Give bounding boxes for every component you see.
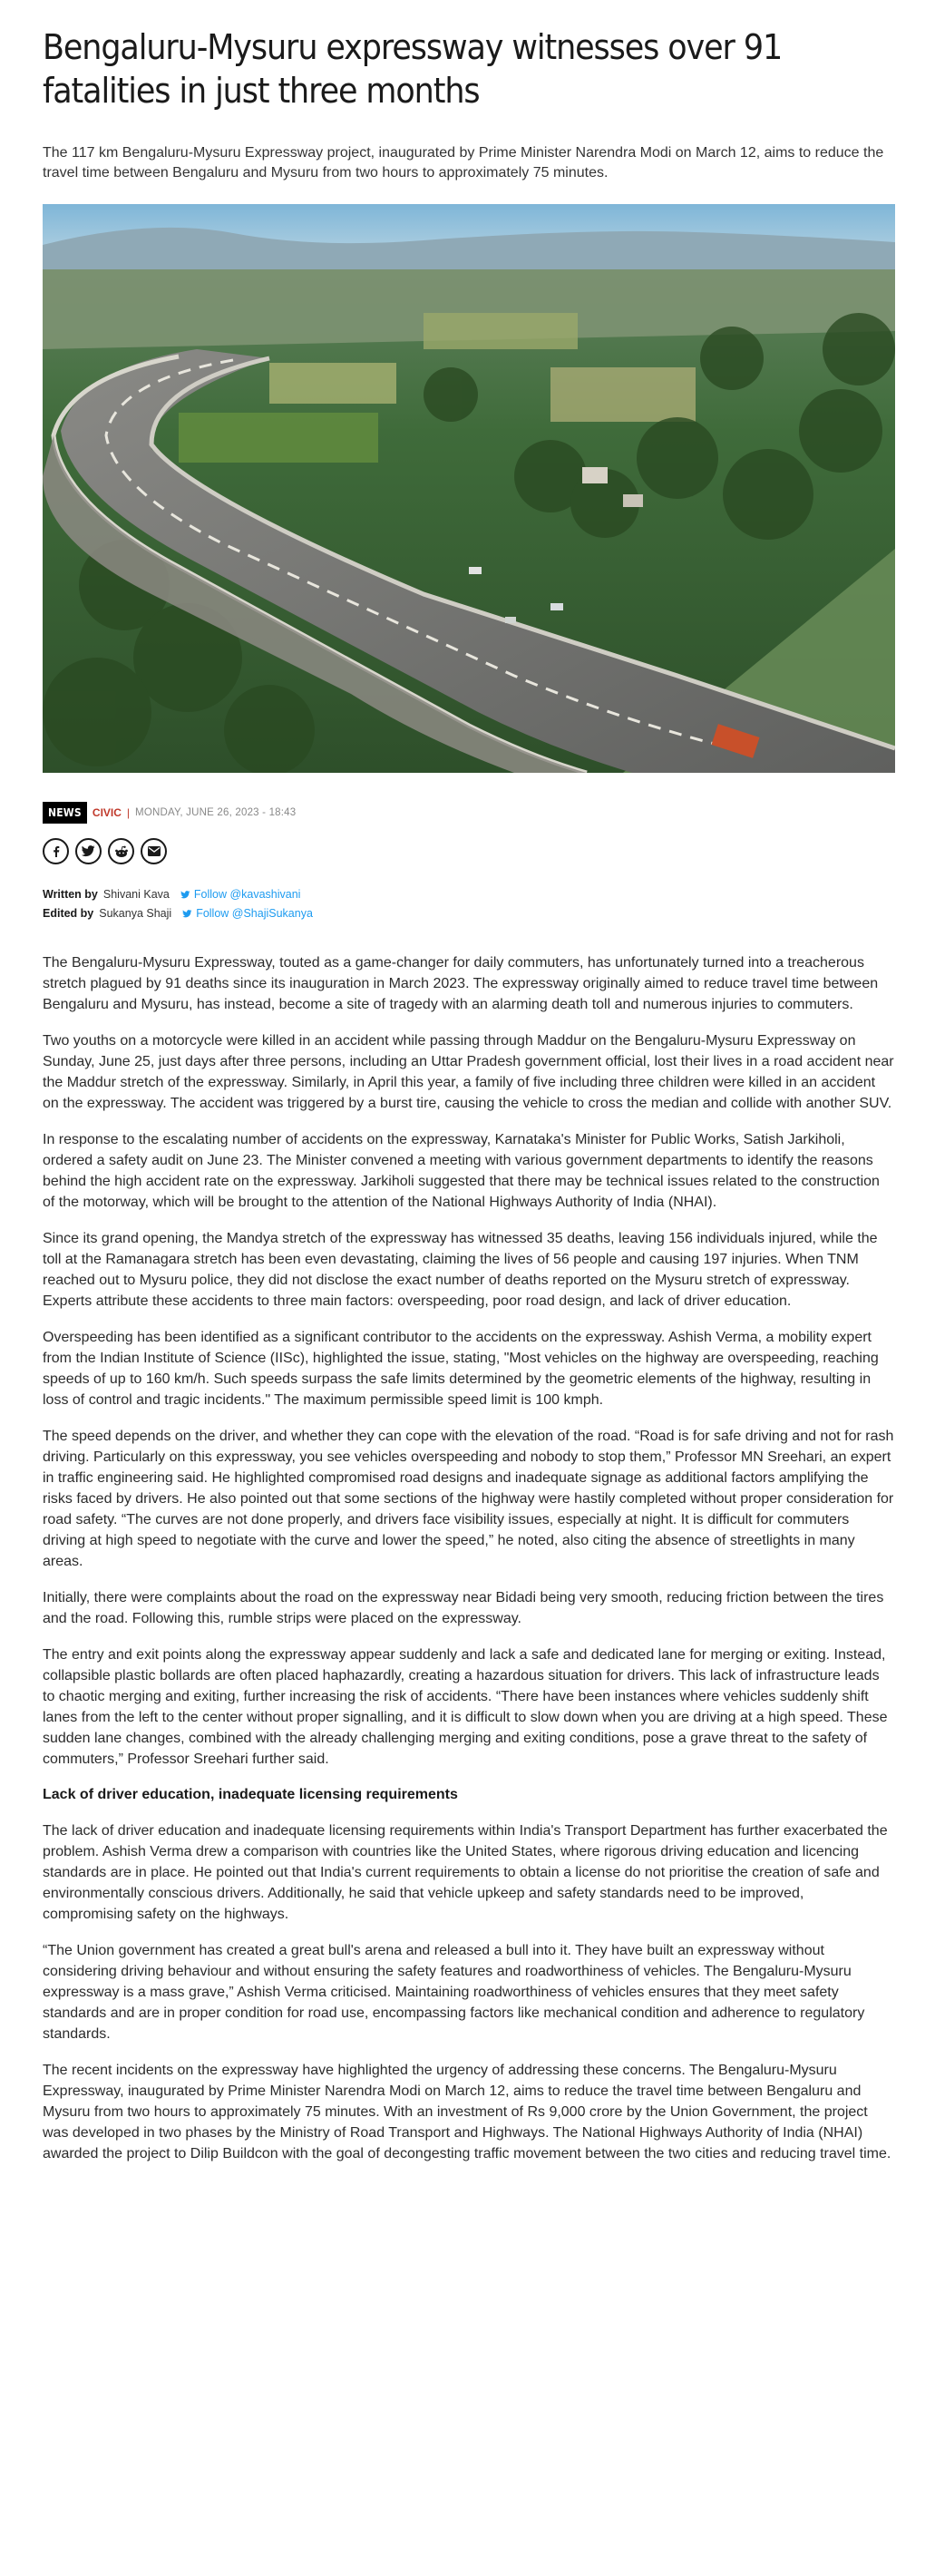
byline-editor bbox=[43, 907, 313, 920]
paragraph: The entry and exit points along the expressway appear suddenly and lack a safe and dedicated lane for merging or exiting. Instead, collapsible plastic bollards are often placed haphazardly, creating a hazardous situation for drivers. This lack of infrastructure leads to chaotic merging and exiting, further increasing the risk of accidents. “There have been instances where vehicles suddenly shift lanes from the left to the center without proper signalling, and it is difficult to slow down when you are driving at a high speed. These sudden lane changes, combined with the already challenging merging and exiting conditions, pose a grave threat to the safety of commuters,” Professor Sreehari further said. bbox=[43, 1647, 888, 1767]
follow-author-label: Follow @kavashivani bbox=[193, 888, 301, 901]
article-body bbox=[43, 952, 895, 2180]
editor-name[interactable]: Sukanya Shaji bbox=[99, 907, 172, 920]
byline-label: Edited by bbox=[43, 907, 94, 920]
paragraph: The Bengaluru-Mysuru Expressway, touted as a game-changer for daily commuters, has unfortunately turned into a treacherous stretch plagued by 91 deaths since its inauguration in March 2023. The expressway originally aimed to reduce travel time between Bengaluru and Mysuru, has instead, become a site of tragedy with an alarming death toll and numerous injuries to commuters. bbox=[43, 955, 879, 1012]
paragraph: The lack of driver education and inadequate licensing requirements within India's Transport Department has further exacerbated the problem. Ashish Verma drew a comparison with countries like the United States, where rigorous driving education and licencing standards are in place. He pointed out that India's current requirements to obtain a license do not prioritise the creation of safe and environmentally conscious drivers. Additionally, he said that vehicle upkeep and safety standards need to be improved, compromising safety on the highways. bbox=[43, 1823, 888, 1922]
twitter-icon bbox=[180, 891, 190, 899]
section-subheading: Lack of driver education, inadequate licensing requirements bbox=[43, 1787, 458, 1802]
paragraph: The speed depends on the driver, and whether they can cope with the elevation of the road. “Road is for safe driving and not for rash driving. Particularly on this expressway, you see vehicles overspeeding and nobody to stop them,” Professor MN Sreehari, an expert in traffic engineering said. He highlighted compromised road designs and inadequate signage as additional factors amplifying the risks faced by drivers. He also pointed out that some sections of the highway were hastily completed without proper consideration for road safety. “The curves are not done properly, and drivers face visibility issues, especially at night. It is difficult for commuters driving at high speed to negotiate with the curve and lower the speed,” he noted, also citing the absence of streetlights in many areas. bbox=[43, 1429, 894, 1569]
article-dek: The 117 km Bengaluru-Mysuru Expressway project, inaugurated by Prime Minister Narendra Modi on March 12, aims to reduce the travel time between Bengaluru and Mysuru from two hours to approximately 75 minutes. bbox=[43, 145, 884, 181]
email-icon[interactable] bbox=[141, 838, 167, 864]
reddit-icon[interactable] bbox=[108, 838, 134, 864]
article-meta bbox=[43, 801, 296, 825]
byline-writer bbox=[43, 888, 300, 901]
publish-date: MONDAY, JUNE 26, 2023 - 18:43 bbox=[135, 807, 297, 818]
follow-author-button[interactable] bbox=[180, 888, 301, 901]
paragraph: “The Union government has created a great bull's arena and released a bull into it. They have built an expressway without considering driving behaviour and without ensuring the safety features and roadworthiness of vehicles. The Bengaluru-Mysuru expressway is a mass grave,” Ashish Verma criticised. Maintaining roadworthiness of vehicles ensures that they meet safety standards and are in proper condition for road use, encompassing factors like mechanical condition and adherence to regulatory standards. bbox=[43, 1943, 865, 2042]
follow-editor-button[interactable] bbox=[182, 907, 313, 920]
paragraph: Overspeeding has been identified as a significant contributor to the accidents on the expressway. Ashish Verma, a mobility expert from the Indian Institute of Science (IISc), highlighted the issue, stating, "Most vehicles on the highway are overspeeding, reaching speeds of up to 160 km/h. Such speeds surpass the safe limits determined by the geometric elements of the highway, resulting in loss of control and tragic incidents." The maximum permissible speed limit is 100 kmph. bbox=[43, 1330, 879, 1408]
category-link[interactable]: CIVIC bbox=[92, 806, 122, 819]
expressway-aerial-photo bbox=[43, 204, 895, 773]
twitter-icon[interactable] bbox=[75, 838, 102, 864]
paragraph: In response to the escalating number of accidents on the expressway, Karnataka's Minister for Public Works, Satish Jarkiholi, ordered a safety audit on June 23. The Minister convened a meeting with various government departments to identify the reasons behind the high accident rate on the expressway. Jarkiholi suggested that there may be technical issues related to the construction of the motorway, which will be brought to the attention of the National Highways Authority of India (NHAI). bbox=[43, 1132, 880, 1210]
hero-image bbox=[43, 204, 895, 773]
paragraph: Since its grand opening, the Mandya stretch of the expressway has witnessed 35 deaths, leaving 156 individuals injured, while the toll at the Ramanagara stretch has been even devastating, claiming the lives of 56 people and causing 197 injuries. When TNM reached out to Mysuru police, they did not disclose the exact number of deaths reported on the Mysuru stretch of expressway. Experts attribute these accidents to three main factors: overspeeding, poor road design, and lack of driver education. bbox=[43, 1231, 878, 1309]
paragraph: Initially, there were complaints about the road on the expressway near Bidadi being very smooth, reducing friction between the tires and the road. Following this, rumble strips were placed on the expressway. bbox=[43, 1590, 884, 1626]
headline: Bengaluru-Mysuru expressway witnesses over 91 fatalities in just three months bbox=[43, 27, 783, 111]
paragraph: Two youths on a motorcycle were killed in an accident while passing through Maddur on the Bengaluru-Mysuru Expressway on Sunday, June 25, just days after three persons, including an Uttar Pradesh government official, lost their lives in a road accident near the Maddur stretch of the expressway. Similarly, in April this year, a family of five including three children were killed in an accident on the expressway. The accident was triggered by a burst tire, causing the vehicle to cross the median and collide with another SUV. bbox=[43, 1033, 894, 1111]
news-badge: NEWS bbox=[43, 802, 87, 824]
meta-separator: | bbox=[126, 806, 131, 819]
share-buttons bbox=[43, 838, 167, 864]
byline-label: Written by bbox=[43, 888, 98, 901]
author-name[interactable]: Shivani Kava bbox=[102, 888, 170, 901]
twitter-icon bbox=[182, 910, 192, 918]
facebook-icon[interactable] bbox=[43, 838, 69, 864]
paragraph: The recent incidents on the expressway have highlighted the urgency of addressing these concerns. The Bengaluru-Mysuru Expressway, inaugurated by Prime Minister Narendra Modi on March 12, aims to reduce the travel time between Bengaluru and Mysuru from two hours to approximately 75 minutes. With an investment of Rs 9,000 crore by the Union Government, the project was developed in two phases by the Ministry of Road Transport and Highways. The National Highways Authority of India (NHAI) awarded the project to Dilip Buildcon with the goal of decongesting traffic movement between the two cities and reducing travel time. bbox=[43, 2063, 891, 2161]
follow-editor-label: Follow @ShajiSukanya bbox=[196, 907, 313, 920]
